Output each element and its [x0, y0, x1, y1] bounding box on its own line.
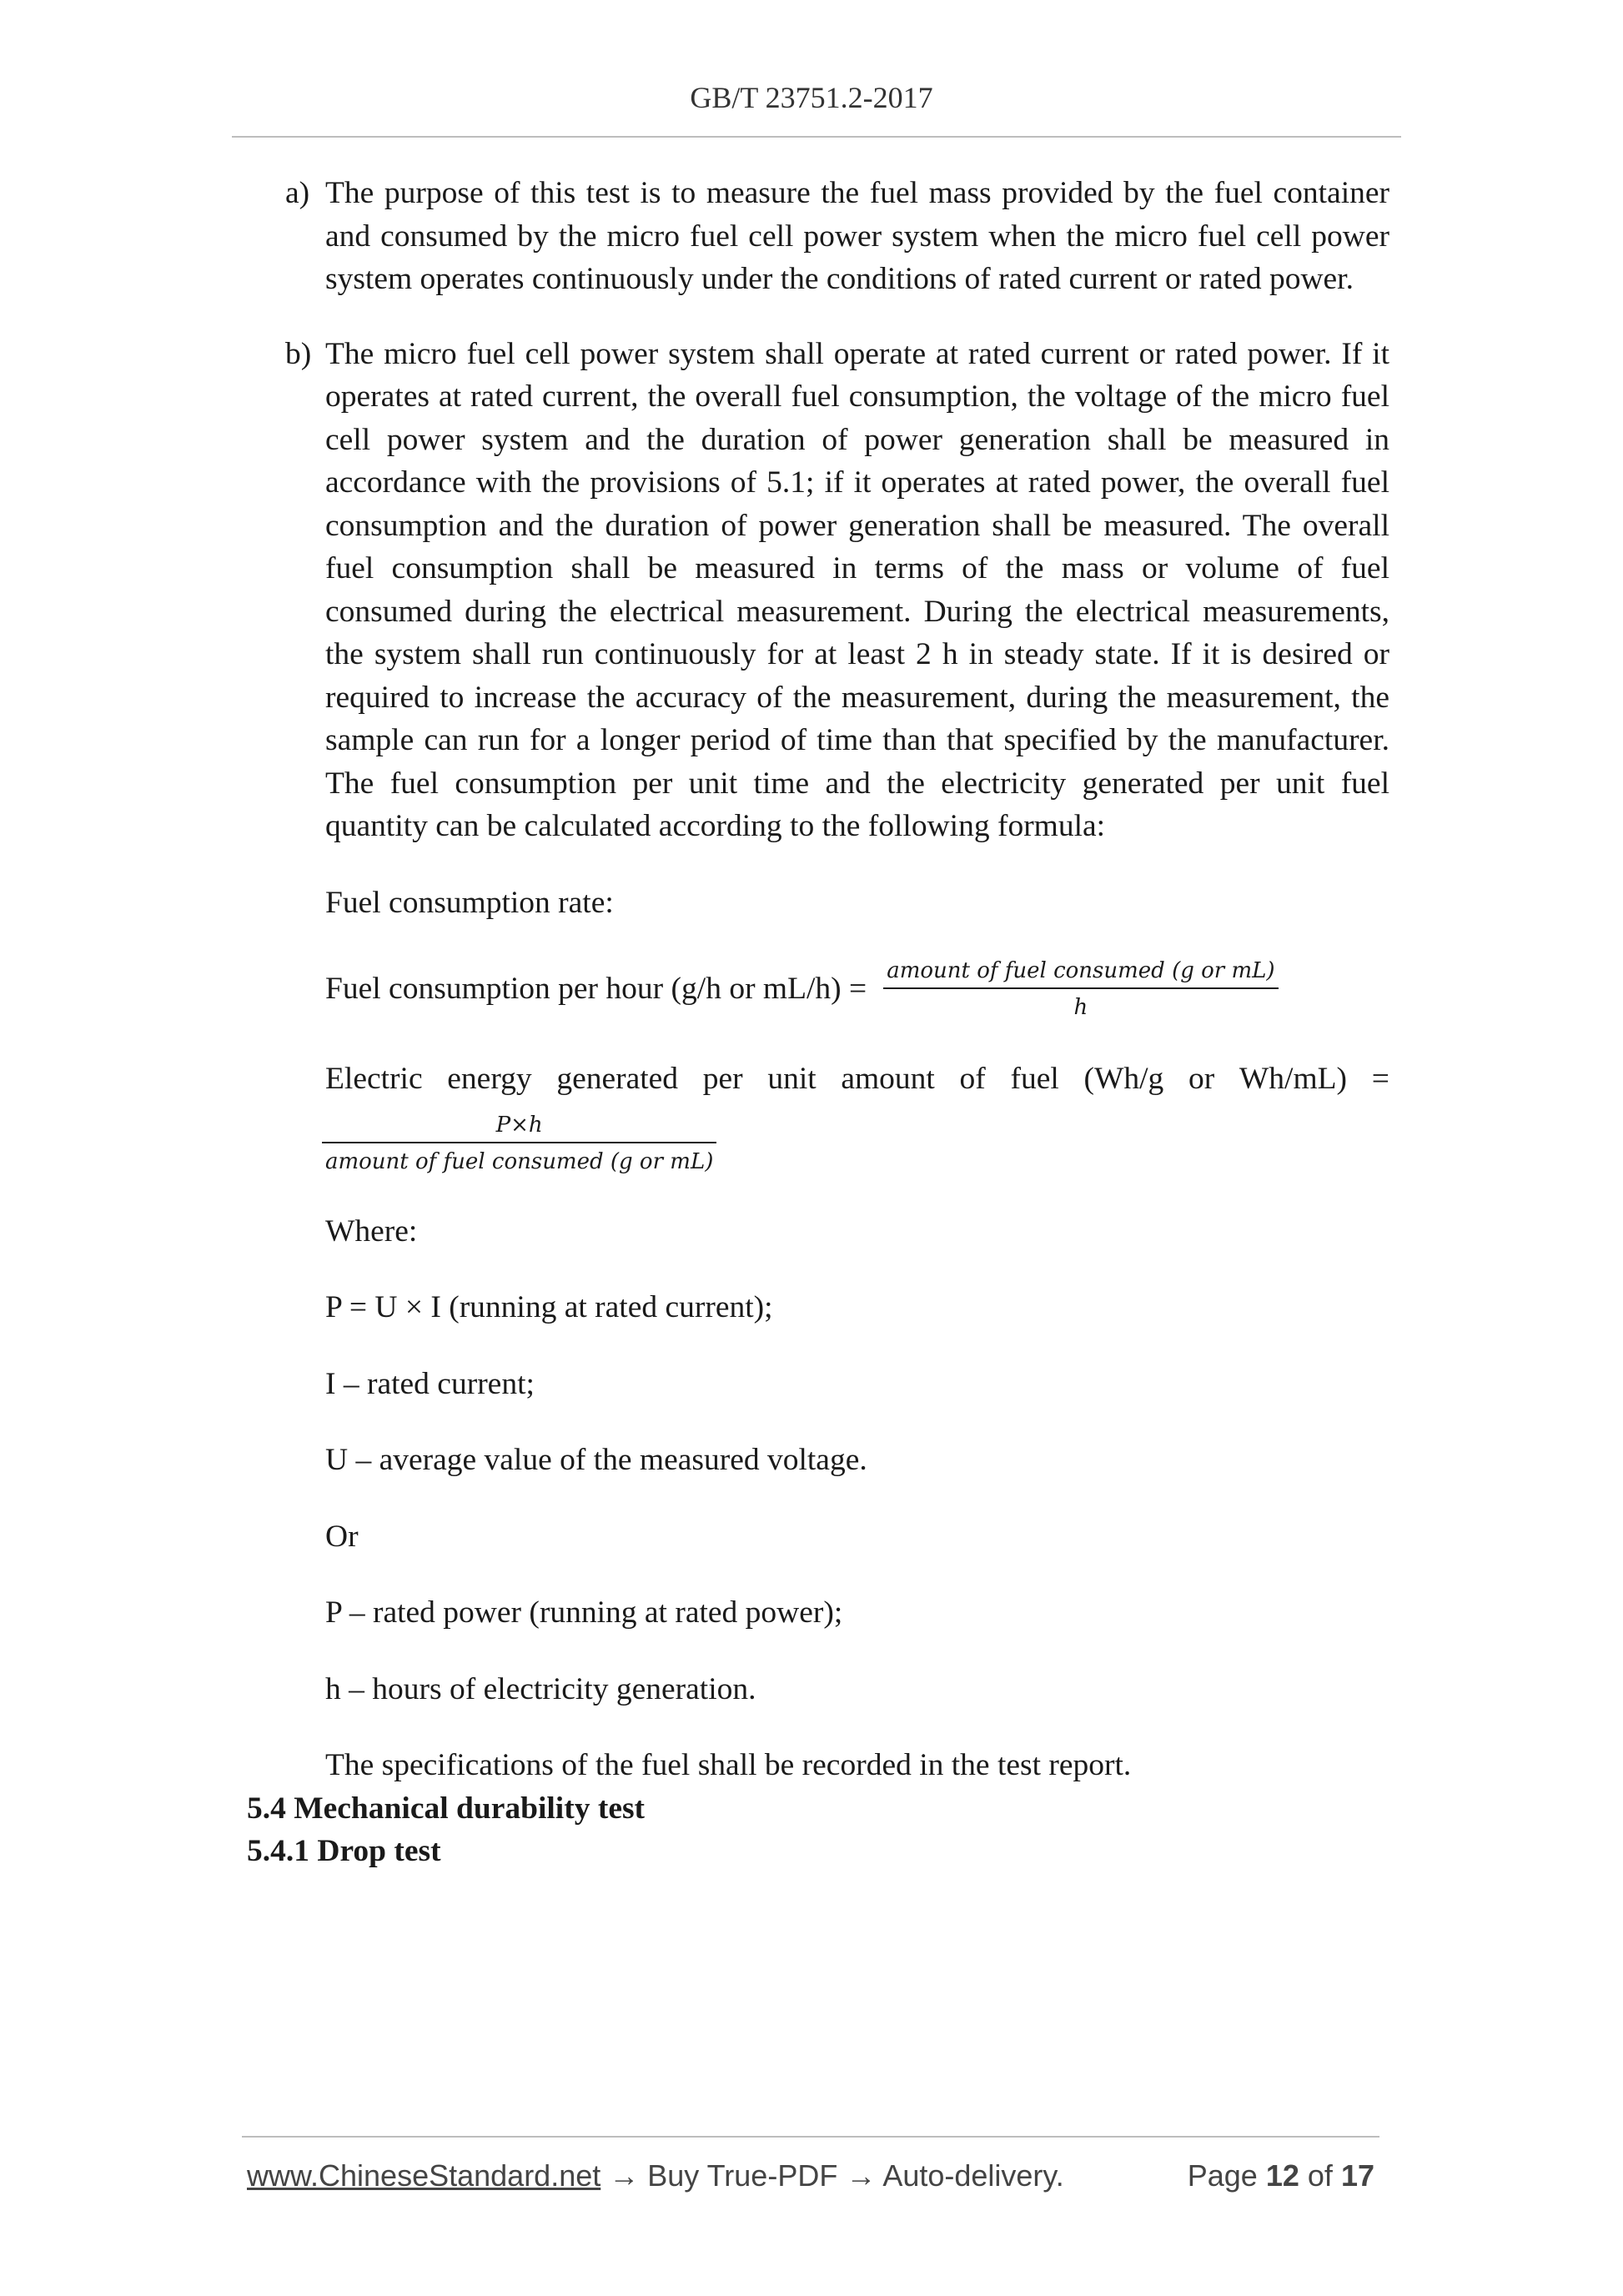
page-word: Page [1187, 2158, 1258, 2193]
of-word: of [1307, 2158, 1333, 2193]
formula1-denominator: h [1073, 995, 1088, 1020]
footer-promo-text: → Buy True-PDF → Auto-delivery. [600, 2158, 1064, 2193]
formula1-numerator: amount of fuel consumed (g or mL) [883, 957, 1278, 989]
energy-word: fuel [1010, 1062, 1059, 1096]
where-label: Where: [325, 1213, 418, 1248]
list-item-b [285, 333, 1389, 848]
section-heading-5-4: 5.4 Mechanical durability test [247, 1791, 646, 1826]
formula2-fraction [325, 1112, 713, 1175]
footer-promo [247, 2158, 1064, 2193]
section-heading-5-4-1: 5.4.1 Drop test [247, 1834, 441, 1868]
list-item-a [285, 172, 1389, 301]
header-divider [232, 136, 1401, 138]
energy-word: Electric [325, 1062, 423, 1096]
page-footer [247, 2158, 1374, 2193]
page-header [0, 80, 1623, 115]
formula2-denominator: amount of fuel consumed (g or mL) [325, 1148, 714, 1174]
definition-h: h – hours of electricity generation. [325, 1671, 756, 1706]
page-counter [1188, 2158, 1374, 2193]
formula2-numerator: P×h [322, 1112, 716, 1143]
page-number: 12 [1265, 2158, 1299, 2193]
fuel-spec-note: The specifications of the fuel shall be recorded in the test report. [325, 1748, 1132, 1782]
energy-word: amount [841, 1062, 935, 1096]
website-link[interactable]: www.ChineseStandard.net [247, 2158, 601, 2193]
definition-i: I – rated current; [325, 1366, 535, 1401]
formula1-fraction [883, 957, 1278, 1021]
energy-word: or [1188, 1062, 1215, 1096]
definition-p-power: P – rated power (running at rated power); [325, 1595, 843, 1630]
energy-word: (Wh/g [1083, 1062, 1164, 1096]
page-total: 17 [1340, 2158, 1374, 2193]
formula1-lhs: Fuel consumption per hour (g/h or mL/h) = [325, 972, 867, 1007]
list-label-a: a) [285, 176, 310, 210]
list-text-a: The purpose of this test is to measure the fuel mass provided by the fuel container and consumed by the micro fuel cell power system when the micro fuel cell power system operates continuously under the conditions of rated current or rated power. [325, 176, 1389, 296]
fuel-rate-heading: Fuel consumption rate: [325, 885, 614, 920]
energy-word: of [959, 1062, 986, 1096]
definition-u: U – average value of the measured voltage. [325, 1443, 867, 1477]
energy-word: energy [447, 1062, 532, 1096]
energy-word: generated [556, 1062, 679, 1096]
document-body [247, 172, 1389, 1873]
list-label-b: b) [285, 336, 312, 371]
definition-p-current: P = U × I (running at rated current); [325, 1290, 773, 1324]
energy-word: per [702, 1062, 743, 1096]
energy-word: unit [767, 1062, 817, 1096]
fuel-consumption-formula [285, 957, 1389, 1021]
standard-code: GB/T 23751.2-2017 [690, 81, 933, 114]
list-text-b: The micro fuel cell power system shall operate at rated current or rated power. If it operates at rated current, the overall fuel consumption, the voltage of the micro fuel cell power system and the duration of power generation shall be measured in accordance with the provisions of 5.1; if it operates at rated power, the overall fuel consumption and the duration of power generation shall be measured. The overall fuel consumption shall be measured in terms of the mass or volume of fuel consumed during the electrical measurement. During the electrical measurements, the system shall run continuously for at least 2 h in steady state. If it is desired or required to increase the accuracy of the measurement, during the measurement, the sample can run for a longer period of time than that specified by the manufacturer. The fuel consumption per unit time and the electricity generated per unit fuel quantity can be calculated according to the following formula: [325, 336, 1389, 843]
energy-formula-lhs [285, 1058, 1389, 1101]
footer-divider [242, 2136, 1379, 2138]
energy-word: Wh/mL) [1239, 1062, 1348, 1096]
or-label: Or [325, 1519, 359, 1554]
energy-word: = [1371, 1062, 1389, 1096]
